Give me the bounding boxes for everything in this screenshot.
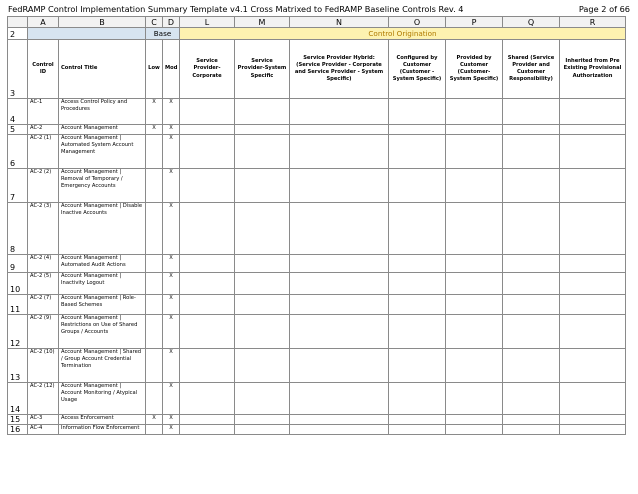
origination-cell[interactable]: [290, 383, 389, 415]
origination-cell[interactable]: [503, 255, 560, 273]
table-row: [8, 349, 626, 383]
mod-mark-cell: X: [163, 203, 180, 255]
origination-cell[interactable]: [180, 135, 235, 169]
row-number: 9: [8, 255, 28, 273]
control-title-cell: Account Management | Removal of Temporary / Emergency Accounts: [59, 169, 146, 203]
origination-cell[interactable]: [446, 169, 503, 203]
table-row: [8, 295, 626, 315]
origination-cell[interactable]: [503, 349, 560, 383]
origination-cell[interactable]: [503, 383, 560, 415]
origination-cell[interactable]: [235, 349, 290, 383]
control-origination-label: Control Origination: [180, 28, 626, 40]
column-letter: Q: [503, 17, 560, 28]
origination-cell[interactable]: [446, 125, 503, 135]
table-row: [8, 169, 626, 203]
origination-cell[interactable]: [446, 295, 503, 315]
header-sp-system: Service Provider-System Specific: [235, 40, 290, 99]
origination-cell[interactable]: [446, 255, 503, 273]
mod-mark-cell: X: [163, 295, 180, 315]
control-id-cell: AC-2 (3): [28, 203, 59, 255]
header-control-id: Control ID: [28, 40, 59, 99]
row-number: 7: [8, 169, 28, 203]
mod-mark-cell: X: [163, 349, 180, 383]
origination-cell[interactable]: [180, 315, 235, 349]
origination-cell[interactable]: [235, 169, 290, 203]
row-number: 11: [8, 295, 28, 315]
row-number: 13: [8, 349, 28, 383]
origination-cell[interactable]: [235, 125, 290, 135]
control-id-cell: AC-2 (12): [28, 383, 59, 415]
origination-cell[interactable]: [290, 273, 389, 295]
header-inherited: Inherited from Pre Existing Provisional Authorization: [560, 40, 626, 99]
row-number: 3: [8, 40, 28, 99]
origination-cell[interactable]: [503, 315, 560, 349]
column-letters-row: [8, 17, 626, 28]
origination-cell[interactable]: [503, 273, 560, 295]
control-id-cell: AC-2 (4): [28, 255, 59, 273]
origination-cell[interactable]: [235, 99, 290, 125]
low-mark-cell: [146, 169, 163, 203]
origination-cell[interactable]: [446, 315, 503, 349]
origination-cell[interactable]: [290, 415, 389, 425]
control-title-cell: Account Management | Automated System Account Management: [59, 135, 146, 169]
control-title-cell: Account Management | Automated Audit Actions: [59, 255, 146, 273]
origination-cell[interactable]: [389, 315, 446, 349]
control-title-cell: Account Management | Account Monitoring / Atypical Usage: [59, 383, 146, 415]
low-mark-cell: [146, 315, 163, 349]
origination-cell[interactable]: [503, 295, 560, 315]
mod-mark-cell: X: [163, 125, 180, 135]
control-id-cell: AC-2 (5): [28, 273, 59, 295]
control-title-cell: Access Enforcement: [59, 415, 146, 425]
origination-cell[interactable]: [503, 203, 560, 255]
row-number: 12: [8, 315, 28, 349]
origination-cell[interactable]: [235, 425, 290, 435]
control-title-cell: Account Management | Inactivity Logout: [59, 273, 146, 295]
origination-cell[interactable]: [180, 415, 235, 425]
header-configured-by-customer: Configured by Customer (Customer - System Specific): [389, 40, 446, 99]
table-row: [8, 203, 626, 255]
mod-mark-cell: X: [163, 315, 180, 349]
origination-cell[interactable]: [290, 125, 389, 135]
table-row: [8, 425, 626, 435]
table-row: [8, 383, 626, 415]
origination-cell[interactable]: [446, 99, 503, 125]
mod-mark-cell: X: [163, 255, 180, 273]
column-letter: R: [560, 17, 626, 28]
column-letter: D: [163, 17, 180, 28]
origination-cell[interactable]: [290, 99, 389, 125]
row-number: 10: [8, 273, 28, 295]
low-mark-cell: [146, 203, 163, 255]
table-row: [8, 315, 626, 349]
mod-mark-cell: X: [163, 425, 180, 435]
mod-mark-cell: X: [163, 135, 180, 169]
origination-cell[interactable]: [503, 135, 560, 169]
origination-cell[interactable]: [389, 255, 446, 273]
row-number: 14: [8, 383, 28, 415]
origination-cell[interactable]: [180, 99, 235, 125]
column-letter: C: [146, 17, 163, 28]
low-mark-cell: [146, 349, 163, 383]
origination-cell[interactable]: [180, 383, 235, 415]
column-letter: L: [180, 17, 235, 28]
row-number: 6: [8, 135, 28, 169]
origination-cell[interactable]: [180, 425, 235, 435]
header-provided-by-customer: Provided by Customer (Customer- System Specific): [446, 40, 503, 99]
origination-cell[interactable]: [503, 125, 560, 135]
origination-cell[interactable]: [560, 415, 626, 425]
origination-cell[interactable]: [389, 125, 446, 135]
origination-cell[interactable]: [290, 135, 389, 169]
origination-cell[interactable]: [235, 315, 290, 349]
table-row: [8, 255, 626, 273]
mod-mark-cell: X: [163, 383, 180, 415]
low-mark-cell: [146, 425, 163, 435]
origination-cell[interactable]: [446, 203, 503, 255]
mod-mark-cell: X: [163, 99, 180, 125]
origination-cell[interactable]: [560, 169, 626, 203]
row-number: 16: [8, 425, 28, 435]
origination-cell[interactable]: [446, 273, 503, 295]
origination-cell[interactable]: [560, 315, 626, 349]
origination-cell[interactable]: [446, 135, 503, 169]
control-id-cell: AC-2 (10): [28, 349, 59, 383]
origination-cell[interactable]: [290, 255, 389, 273]
control-title-cell: Access Control Policy and Procedures: [59, 99, 146, 125]
table-row: [8, 125, 626, 135]
table-row: [8, 273, 626, 295]
header-shared: Shared (Service Provider and Customer Responsibility): [503, 40, 560, 99]
page-number: Page 2 of 66: [578, 4, 630, 14]
column-letter: M: [235, 17, 290, 28]
corner-cell: [8, 17, 28, 28]
origination-cell[interactable]: [446, 383, 503, 415]
origination-cell[interactable]: [389, 383, 446, 415]
header-sp-hybrid: Service Provider Hybrid: (Service Provider - Corporate and Service Provider - System Specific): [290, 40, 389, 99]
row-number: 8: [8, 203, 28, 255]
origination-cell[interactable]: [290, 425, 389, 435]
origination-cell[interactable]: [560, 349, 626, 383]
origination-cell[interactable]: [235, 273, 290, 295]
base-blank-cell: [28, 28, 146, 40]
row-number: 4: [8, 99, 28, 125]
control-matrix-table: [7, 16, 626, 435]
control-id-cell: AC-2 (1): [28, 135, 59, 169]
origination-cell[interactable]: [290, 315, 389, 349]
origination-cell[interactable]: [503, 169, 560, 203]
low-mark-cell: [146, 383, 163, 415]
header-control-title: Control Title: [59, 40, 146, 99]
low-mark-cell: [146, 135, 163, 169]
origination-cell[interactable]: [389, 273, 446, 295]
origination-cell[interactable]: [235, 135, 290, 169]
group-row: [8, 28, 626, 40]
origination-cell[interactable]: [389, 295, 446, 315]
origination-cell[interactable]: [389, 203, 446, 255]
origination-cell[interactable]: [560, 99, 626, 125]
control-title-cell: Account Management | Disable Inactive Accounts: [59, 203, 146, 255]
origination-cell[interactable]: [235, 383, 290, 415]
origination-cell[interactable]: [180, 125, 235, 135]
control-title-cell: Account Management | Role-Based Schemes: [59, 295, 146, 315]
origination-cell[interactable]: [389, 349, 446, 383]
origination-cell[interactable]: [235, 295, 290, 315]
control-id-cell: AC-2 (2): [28, 169, 59, 203]
control-id-cell: AC-1: [28, 99, 59, 125]
control-title-cell: Account Management | Shared / Group Account Credential Termination: [59, 349, 146, 383]
control-title-cell: Account Management | Restrictions on Use of Shared Groups / Accounts: [59, 315, 146, 349]
mod-mark-cell: X: [163, 169, 180, 203]
origination-cell[interactable]: [290, 295, 389, 315]
control-id-cell: AC-4: [28, 425, 59, 435]
origination-cell[interactable]: [560, 203, 626, 255]
origination-cell[interactable]: [389, 99, 446, 125]
column-letter: P: [446, 17, 503, 28]
origination-cell[interactable]: [389, 135, 446, 169]
low-mark-cell: X: [146, 125, 163, 135]
origination-cell[interactable]: [560, 135, 626, 169]
origination-cell[interactable]: [290, 169, 389, 203]
base-group-label: Base: [146, 28, 180, 40]
header-low: Low: [146, 40, 163, 99]
origination-cell[interactable]: [180, 295, 235, 315]
row-number: 2: [8, 28, 28, 40]
origination-cell[interactable]: [560, 295, 626, 315]
header-sp-corporate: Service Provider-Corporate: [180, 40, 235, 99]
origination-cell[interactable]: [560, 273, 626, 295]
origination-cell[interactable]: [560, 425, 626, 435]
low-mark-cell: X: [146, 415, 163, 425]
origination-cell[interactable]: [389, 415, 446, 425]
mod-mark-cell: X: [163, 415, 180, 425]
control-id-cell: AC-2 (9): [28, 315, 59, 349]
origination-cell[interactable]: [180, 169, 235, 203]
low-mark-cell: [146, 273, 163, 295]
low-mark-cell: [146, 255, 163, 273]
origination-cell[interactable]: [235, 255, 290, 273]
row-number: 5: [8, 125, 28, 135]
origination-cell[interactable]: [180, 349, 235, 383]
origination-cell[interactable]: [503, 99, 560, 125]
control-id-cell: AC-2: [28, 125, 59, 135]
origination-cell[interactable]: [180, 273, 235, 295]
origination-cell[interactable]: [290, 203, 389, 255]
control-title-cell: Account Management: [59, 125, 146, 135]
origination-cell[interactable]: [503, 425, 560, 435]
control-title-cell: Information Flow Enforcement: [59, 425, 146, 435]
origination-cell[interactable]: [560, 125, 626, 135]
origination-cell[interactable]: [180, 255, 235, 273]
column-letter: N: [290, 17, 389, 28]
header-mod: Mod: [163, 40, 180, 99]
row-number: 15: [8, 415, 28, 425]
column-letter: O: [389, 17, 446, 28]
column-letter: B: [59, 17, 146, 28]
column-letter: A: [28, 17, 59, 28]
origination-cell[interactable]: [389, 169, 446, 203]
origination-cell[interactable]: [560, 383, 626, 415]
table-row: [8, 99, 626, 125]
origination-cell[interactable]: [235, 415, 290, 425]
control-id-cell: AC-3: [28, 415, 59, 425]
low-mark-cell: X: [146, 99, 163, 125]
origination-cell[interactable]: [503, 415, 560, 425]
origination-cell[interactable]: [446, 425, 503, 435]
header-row: [8, 40, 626, 99]
origination-cell[interactable]: [446, 415, 503, 425]
origination-cell[interactable]: [389, 425, 446, 435]
origination-cell[interactable]: [290, 349, 389, 383]
origination-cell[interactable]: [446, 349, 503, 383]
document-title: FedRAMP Control Implementation Summary Template v4.1 Cross Matrixed to FedRAMP Baseline Controls Rev. 4: [8, 4, 464, 14]
origination-cell[interactable]: [235, 203, 290, 255]
control-id-cell: AC-2 (7): [28, 295, 59, 315]
table-row: [8, 415, 626, 425]
origination-cell[interactable]: [180, 203, 235, 255]
table-row: [8, 135, 626, 169]
origination-cell[interactable]: [560, 255, 626, 273]
mod-mark-cell: X: [163, 273, 180, 295]
low-mark-cell: [146, 295, 163, 315]
